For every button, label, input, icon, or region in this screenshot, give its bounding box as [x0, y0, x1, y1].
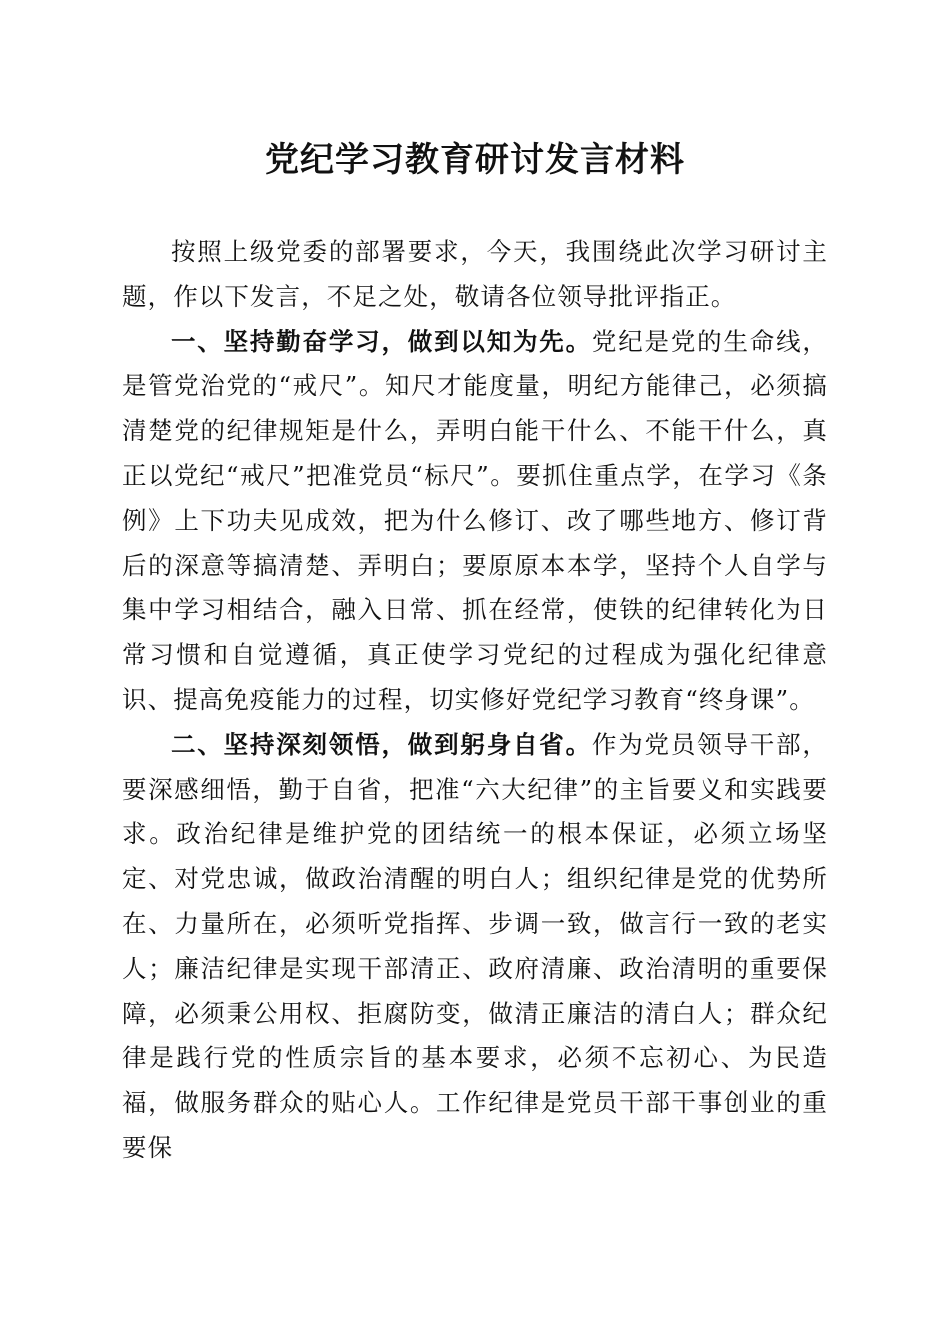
section-2-heading: 二、坚持深刻领悟，做到躬身自省。 [171, 729, 592, 759]
paragraph-section-1 [122, 320, 828, 723]
paragraph-intro [122, 230, 828, 320]
document-body [122, 230, 828, 1171]
section-1-text: 党纪是党的生命线，是管党治党的“戒尺”。知尺才能度量，明纪方能律己，必须搞清楚党的纪律规矩是什么，弄明白能干什么、不能干什么，真正以党纪“戒尺”把准党员“标尺”。要抓住重点学，在学习《条例》上下功夫见成效，把为什么修订、改了哪些地方、修订背后的深意等搞清楚、弄明白；要原原本本学，坚持个人自学与集中学习相结合，融入日常、抓在经常，使铁的纪律转化为日常习惯和自觉遵循，真正使学习党纪的过程成为强化纪律意识、提高免疫能力的过程，切实修好党纪学习教育“终身课”。 [122, 326, 828, 714]
section-1-heading: 一、坚持勤奋学习，做到以知为先。 [171, 326, 592, 356]
section-2-text: 作为党员领导干部，要深感细悟，勤于自省，把准“六大纪律”的主旨要义和实践要求。政治纪律是维护党的团结统一的根本保证，必须立场坚定、对党忠诚，做政治清醒的明白人；组织纪律是党的优势所在、力量所在，必须听党指挥、步调一致，做言行一致的老实人；廉洁纪律是实现干部清正、政府清廉、政治清明的重要保障，必须秉公用权、拒腐防变，做清正廉洁的清白人；群众纪律是践行党的性质宗旨的基本要求，必须不忘初心、为民造福，做服务群众的贴心人。工作纪律是党员干部干事创业的重要保 [122, 729, 828, 1162]
paragraph-section-2 [122, 723, 828, 1171]
paragraph-intro-text: 按照上级党委的部署要求，今天，我围绕此次学习研讨主题，作以下发言，不足之处，敬请各位领导批评指正。 [122, 237, 828, 311]
document-title: 党纪学习教育研讨发言材料 [265, 140, 685, 180]
